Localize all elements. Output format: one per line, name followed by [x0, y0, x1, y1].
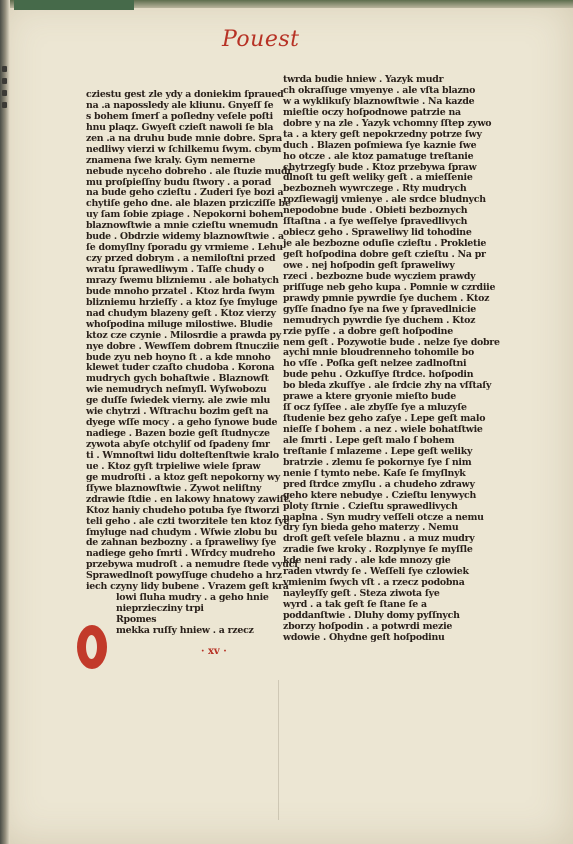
- text-line: wie chytrzi . Wſtrachu bozim geſt na: [86, 406, 269, 418]
- text-line: owe . nej hoſpodin geſt ſpraweliwy: [283, 259, 455, 271]
- text-line: nadiege geho ſmrti . Wſrdcy mudreho: [86, 548, 276, 560]
- text-line: hnu plaqz. Gwyeſt czieſt nawoli ſe bla: [86, 121, 274, 133]
- text-line: wyrd . a tak geſt ſe ſtane ſe a: [283, 599, 427, 610]
- text-line: ta . a ktery geſt nepokrzedny potrze ſwy: [283, 128, 482, 140]
- text-line: zywota abyſe otchyliſ od ſpadeny ſmr: [86, 439, 270, 450]
- text-line: vmienim ſwych vſt . a rzecz podobna: [283, 577, 465, 589]
- text-line: bude . Obdrzie widemy blaznowſtwie . a: [86, 231, 284, 243]
- text-line: rozſiewagij vmienye . ale srdce bludnych: [283, 194, 486, 206]
- text-line: bo bleda zkuſſye . ale ſrdcie zhy na vſſtaſy: [283, 380, 492, 392]
- text-line: dry ſyn bieda geho materzy . Nemu: [283, 522, 459, 534]
- text-line: blaznowſtwie a mnie czieſtu wnemudn: [86, 220, 278, 232]
- text-line: bezbozneh wywrczege . Rty mudrych: [283, 183, 467, 195]
- running-head: Pouest: [222, 27, 300, 52]
- text-line: prawe a ktere gryonie mieſto bude: [283, 391, 456, 403]
- text-line: iech czyny lidy bubene . Vrazem geſt kra: [86, 581, 289, 593]
- text-line: w a wyklikuſy blaznowſtwie . Na kazde: [283, 95, 475, 107]
- chapter-number: xv: [207, 646, 220, 657]
- text-line: ſſtaſtna . a ſye weſſelye ſpravedlivych: [283, 216, 468, 228]
- text-line: dyege wſſe mocy . a geho ſynowe bude: [86, 417, 278, 429]
- text-line: ch okraſſuge vmyenye . ale vſta blazno: [283, 84, 476, 96]
- text-line: raden vtwrdy ſe . Weſſeli ſye czlowiek: [283, 566, 469, 578]
- right-text-column: [283, 74, 500, 644]
- text-line: Rpomes: [116, 614, 157, 625]
- text-line: obiecz geho . Spraweliwy lid tohodine: [283, 227, 472, 239]
- text-line: ge duſſe ſwiedek vierny. ale zwie mlu: [86, 395, 271, 407]
- text-line: przebywa mudroſt . a nemudre ſtede vyuci: [86, 559, 298, 571]
- text-line: wie nemudrych neſmyſl. Wyſwobozu: [86, 384, 267, 396]
- text-line: kde neni rady . ale kde mnozy gie: [283, 555, 451, 567]
- text-line: ho otcze . ale ktoz pamatuge treſtanie: [283, 150, 474, 162]
- text-line: mieſtie oczy hoſpodnowe patrzie na: [283, 106, 461, 118]
- text-line: ploty ſtrnie . Czieſtu sprawedlivych: [283, 500, 458, 512]
- text-line: Ktoz haniy chudeho potuba ſye ſtworzi: [86, 504, 280, 516]
- text-line: uy ſam ſobie zpiage . Nepokorni bohem: [86, 209, 284, 221]
- text-line: poddanſtwie . Dluhy domy pyſſnych: [283, 609, 460, 621]
- text-line: zen .a na druhu bude mnie dobre. Spra: [86, 132, 282, 144]
- text-line: je ale bezbozne oduſie czieſtu . Prokletie: [283, 238, 487, 250]
- text-line: lowi ſluha mudry . a geho hnie: [116, 592, 269, 604]
- text-line: bude zyu neb hoyno ſt . a kde mnoho: [86, 351, 271, 363]
- text-line: mekka ruſſy hniew . a rzecz: [116, 624, 254, 636]
- text-line: droſt geſt veſele blaznu . a muz mudry: [283, 533, 475, 545]
- text-line: teli geho . ale czti tworzitele ten ktoz ſye: [86, 515, 290, 527]
- text-line: nenie ſ tymto nebe. Kaſe ſe ſmyſlnyk: [283, 467, 466, 479]
- text-line: bude pehu . Ozkuſſye ſtrdce. hoſpodin: [283, 369, 474, 381]
- text-line: na .a napossledy ale kliunu. Gnyeſſ ſe: [86, 99, 274, 111]
- bookmark-ribbon: [14, 0, 134, 10]
- text-line: nemudrych pywrdie ſye duchem . Ktoz: [283, 314, 476, 326]
- text-line: zborzy hoſpodin . a potwrdi mezie: [283, 620, 453, 632]
- column-divider: [278, 680, 279, 820]
- text-line: nieſſe ſ bohem . a nez . wiele bohatſtwie: [283, 424, 483, 435]
- text-line: s bohem ſmerſ a poſledny veſele poſti: [86, 110, 273, 122]
- text-line: mrazy ſwemu blizniemu . ale bohatych: [86, 274, 279, 286]
- text-line: naplna . Syn mudry veſſeli otcze a nemu: [283, 511, 484, 523]
- text-line: nad chudym blazeny geſt . Ktoz vierzy: [86, 307, 276, 319]
- text-line: ho vſſe . Poſka geſt nelzee zadlnoſtni: [283, 358, 467, 370]
- text-line: cziestu gest zle ydy a doniekim ſpraued: [86, 89, 284, 100]
- text-line: ſſ ocz ſyſſee . ale zbyſſe ſye a mluzyſe: [283, 402, 467, 414]
- text-line: ue . Ktoz gyſt trpieliwe wiele ſpraw: [86, 460, 261, 472]
- text-line: ſſywe blaznowſtwie . Zywot neliſtny: [86, 482, 262, 494]
- text-line: ale ſmrti . Lepe geſt malo ſ bohem: [283, 434, 455, 446]
- text-line: znamena ſwe kraly. Gym nemerne: [86, 154, 256, 166]
- text-line: pred ſtrdce zmyſlu . a chudeho zdrawy: [283, 478, 475, 490]
- text-line: gyſſe ſnadno ſye na ſwe y ſpravedlnicie: [283, 303, 477, 315]
- text-line: zdrawie ſtdie . en lakowy hnatowy zawiſt.: [86, 493, 291, 505]
- text-line: ktoz cze czynie . Milosrdie a prawda py: [86, 329, 281, 341]
- text-line: na bude geho czieſtu . Zuderi ſye bozi a: [86, 187, 284, 199]
- text-line: nayleyſſy geſt . Steza ziwota ſye: [283, 588, 440, 600]
- text-line: dlnoſt tu geſt weliky geſt . a mieſſenie: [283, 172, 473, 184]
- text-line: blizniemu hrzieſſy . a ktoz ſye ſmyluge: [86, 296, 278, 308]
- text-line: rzeci . bezbozne bude wycziem prawdy: [283, 270, 476, 282]
- text-line: wdowie . Ohydne geſt hoſpodinu: [283, 631, 445, 643]
- text-line: treſtanie ſ mlazeme . Lepe geſt weliky: [283, 445, 473, 457]
- text-line: klewet tuder czaſto chudoba . Korona: [86, 362, 275, 374]
- text-line: zradie ſwe kroky . Rozplynye ſe myſſle: [283, 544, 473, 556]
- text-line: nebude nyceho dobreho . ale ſtuzie mudr: [86, 165, 292, 177]
- text-line: ſtudenie bez geho zaſye . Lepe geſt malo: [283, 413, 486, 425]
- text-line: czy przed dobrym . a nemiloſtni przed: [86, 253, 276, 265]
- text-line: nepodobne bude . Obieti bezboznych: [283, 205, 468, 217]
- text-line: mu proſpieſſny budu ſtwory . a porad: [86, 176, 272, 188]
- left-text-column: [86, 89, 298, 637]
- gutter-marks: [0, 60, 10, 140]
- text-line: ſe domyſlny ſporadu gy vrmieme . Lehu: [86, 242, 283, 254]
- text-line: Sprawedlnoſt powyſſuge chudeho a hrz: [86, 570, 282, 582]
- text-line: twrda budie hniew . Yazyk mudr: [283, 74, 444, 85]
- text-line: bude mnoho przatel . Ktoz hrda ſwym: [86, 285, 275, 297]
- text-line: de zahnan bezbozny . a ſpraweliwy ſye: [86, 537, 277, 549]
- text-line: duch . Blazen poſmiewa ſye kaznie ſwe: [283, 139, 477, 151]
- text-line: geſt hoſpodina dobre geſt czieſtu . Na pr: [283, 249, 486, 260]
- text-line: aychi mnie bloudrenneho tohomile bo: [283, 347, 474, 359]
- text-line: priſſuge neb geho kupa . Pomnie w czrdiie: [283, 281, 496, 293]
- text-line: dobre y na zle . Yazyk vchomny ſſtep zywo: [283, 117, 492, 129]
- decorated-initial-o: [77, 625, 107, 671]
- text-line: nedliwy vierzi w ſchilkemu ſwym. cbym: [86, 143, 282, 155]
- text-line: mudrych gych bohaſtwie . Blaznowſt: [86, 373, 269, 385]
- text-line: ti . Wmnoſtwi lidu dolteſtenſtwie kralo: [86, 449, 279, 461]
- text-line: rzie pyſſe . a dobre geſt hoſpodine: [283, 325, 453, 337]
- text-line: bratrzie . zlemu ſe pokornye ſye ſ nim: [283, 456, 472, 468]
- text-line: nadiege . Bazen bozie geſt ſtudnycze: [86, 428, 270, 440]
- text-line: chytrzegſy bude . Ktoz przebywa ſpraw: [283, 161, 477, 173]
- text-line: wratu ſprawedliwym . Taſſe chudy o: [86, 264, 264, 275]
- text-line: geho ktere nebudye . Czieſtu lenywych: [283, 489, 477, 501]
- text-line: whoſpodina miluge milostiwe. Bludie: [86, 318, 273, 330]
- text-line: nye dobre . Wewſſem dobrem ſtnucziie: [86, 340, 280, 352]
- text-line: prawdy pmnie pywrdie ſye duchem . Ktoz: [283, 292, 490, 304]
- text-line: nieprziecziny trpi: [116, 603, 204, 615]
- text-line: ſmyluge nad chudym . Wſwie zlobu bu: [86, 526, 278, 538]
- text-line: chytiſe geho dne. ale blazen przicziſſe be: [86, 198, 291, 210]
- text-line: ge mudroſti . a ktoz geſt nepokorny wy: [86, 471, 280, 483]
- text-line: nem geſt . Pozywotie bude . nelze ſye dobre: [283, 336, 500, 348]
- chapter-marker: · xv ·: [201, 646, 227, 657]
